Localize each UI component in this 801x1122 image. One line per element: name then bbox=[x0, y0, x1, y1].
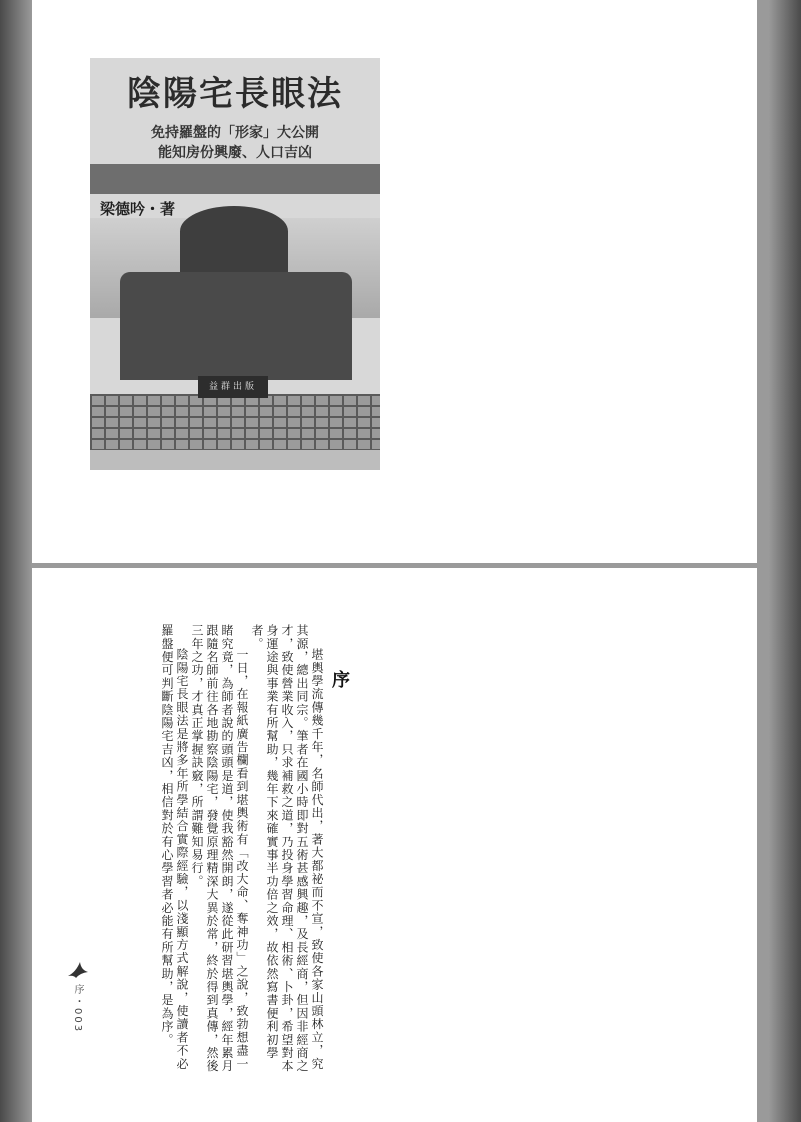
cover-author: 梁德吟・著 bbox=[100, 200, 176, 218]
page-number: 序・003 bbox=[72, 984, 83, 1034]
cover-band bbox=[90, 164, 380, 194]
cover-subtitle-line2: 能知房份興廢、人口吉凶 bbox=[158, 145, 312, 161]
cover-subtitle-line1: 免持羅盤的「形家」大公開 bbox=[151, 125, 319, 141]
preface-paragraph: 陰陽宅長眼法是將多年所學結合實際經驗，以淺顯方式解說，使讀者不必羅盤便可判斷陰陽宅吉凶，相信對於有心學習者必能有所幫助，是為序。 bbox=[160, 624, 189, 1071]
preface-heading: 序 bbox=[332, 670, 350, 691]
tomb-body bbox=[120, 272, 352, 380]
book-cover-image bbox=[90, 58, 380, 470]
cover-page bbox=[32, 0, 757, 563]
preface-paragraph: 一日，在報紙廣告欄看到堪輿術有「改大命、奪神功」之說，致勃想盡一睹究竟，為師者說的頭頭是道，使我豁然開朗，遂從此研習堪輿學，經年累月跟隨名師前往各地勘察陰陽宅，發覺原理精深大異於常，終於得到真傳，然後三年之功，才真正掌握訣竅，所謂難知易行。 bbox=[190, 624, 249, 1073]
cover-publisher: 益群出版 bbox=[198, 376, 268, 398]
cover-ground bbox=[90, 450, 380, 470]
preface-page bbox=[32, 568, 757, 1122]
preface-paragraph: 堪輿學流傳幾千年，名師代出，著大都祕而不宣，致使各家山頭林立，究其源，總出同宗。筆者在國小時即對五術甚感興趣，及長經商，但因非經商之才，致使營業收入，只求補救之道，乃投身學習命理、相術、卜卦，希望對本身運途與事業有所幫助，幾年下來確實事半功倍之效，故依然寫書便利初學者。 bbox=[250, 624, 324, 1073]
bird-icon bbox=[66, 958, 90, 986]
preface-body bbox=[104, 624, 324, 1074]
cover-title: 陰陽宅長眼法 bbox=[127, 74, 343, 114]
